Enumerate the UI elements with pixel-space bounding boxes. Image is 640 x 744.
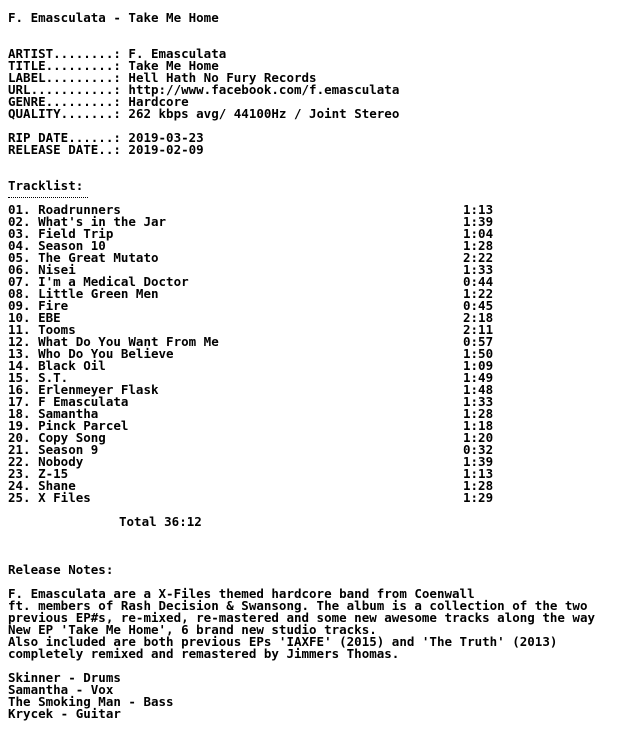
notes-line: Also included are both previous EPs 'IAXFE' (2015) and 'The Truth' (2013) [8, 634, 558, 649]
track-row [8, 288, 638, 300]
info-row-quality [8, 108, 638, 120]
track-duration: 2:18 [463, 310, 494, 325]
track-row [8, 396, 638, 408]
track-row [8, 252, 638, 264]
track-duration: 2:22 [463, 250, 494, 265]
track-title: 21. Season 9 [8, 442, 99, 457]
track-duration: 1:28 [463, 478, 494, 493]
track-title: 12. What Do You Want From Me [8, 334, 219, 349]
track-duration: 1:29 [463, 490, 494, 505]
info-value: 262 kbps avg/ 44100Hz / Joint Stereo [128, 106, 400, 121]
track-row [8, 456, 638, 468]
track-title: 06. Nisei [8, 262, 76, 277]
track-duration: 0:57 [463, 334, 494, 349]
track-duration: 0:45 [463, 298, 494, 313]
lineup-member: Krycek - Guitar [8, 706, 121, 721]
date-label: RELEASE DATE..: [8, 142, 129, 157]
track-title: 18. Samantha [8, 406, 99, 421]
lineup-member: Samantha - Vox [8, 682, 114, 697]
track-duration: 2:11 [463, 322, 494, 337]
track-duration: 1:33 [463, 262, 494, 277]
track-title: 15. S.T. [8, 370, 69, 385]
info-label: LABEL.........: [8, 70, 129, 85]
track-duration: 1:13 [463, 202, 494, 217]
tracklist-heading: Tracklist: [8, 178, 84, 193]
track-duration: 1:04 [463, 226, 494, 241]
track-duration: 1:33 [463, 394, 494, 409]
notes-line: previous EP#s, re-mixed, re-mastered and some new awesome tracks along the way [8, 610, 595, 625]
track-title: 08. Little Green Men [8, 286, 159, 301]
info-value: Hell Hath No Fury Records [128, 70, 317, 85]
track-duration: 1:48 [463, 382, 494, 397]
track-duration: 1:28 [463, 406, 494, 421]
track-title: 01. Roadrunners [8, 202, 121, 217]
track-duration: 1:18 [463, 418, 494, 433]
info-label: GENRE.........: [8, 94, 129, 109]
track-row [8, 432, 638, 444]
info-label: QUALITY.......: [8, 106, 129, 121]
date-value: 2019-03-23 [128, 130, 204, 145]
track-title: 23. Z-15 [8, 466, 69, 481]
date-row-release [8, 144, 638, 156]
info-label: URL...........: [8, 82, 129, 97]
track-title: 17. F Emasculata [8, 394, 129, 409]
info-label: ARTIST........: [8, 46, 129, 61]
track-duration: 1:39 [463, 214, 494, 229]
info-value: Hardcore [128, 94, 189, 109]
track-title: 03. Field Trip [8, 226, 114, 241]
track-title: 14. Black Oil [8, 358, 106, 373]
track-title: 05. The Great Mutato [8, 250, 159, 265]
track-title: 24. Shane [8, 478, 76, 493]
track-row [8, 300, 638, 312]
date-value: 2019-02-09 [128, 142, 204, 157]
track-row [8, 492, 638, 504]
track-row [8, 468, 638, 480]
release-notes-heading: Release Notes: [8, 562, 114, 577]
track-duration: 1:20 [463, 430, 494, 445]
release-title: F. Emasculata - Take Me Home [8, 10, 219, 25]
track-title: 09. Fire [8, 298, 69, 313]
release-notes-paragraph [8, 588, 638, 660]
track-title: 16. Erlenmeyer Flask [8, 382, 159, 397]
tracklist [8, 204, 638, 504]
info-value: Take Me Home [128, 58, 219, 73]
track-duration: 1:13 [463, 466, 494, 481]
track-duration: 1:50 [463, 346, 494, 361]
track-title: 07. I'm a Medical Doctor [8, 274, 189, 289]
track-title: 10. EBE [8, 310, 61, 325]
track-title: 13. Who Do You Believe [8, 346, 174, 361]
track-duration: 1:49 [463, 370, 494, 385]
track-row [8, 480, 638, 492]
track-row [8, 444, 638, 456]
info-value: F. Emasculata [128, 46, 227, 61]
tracklist-total: Total 36:12 [119, 514, 202, 529]
track-duration: 0:44 [463, 274, 494, 289]
track-title: 20. Copy Song [8, 430, 106, 445]
track-duration: 1:22 [463, 286, 494, 301]
track-title: 04. Season 10 [8, 238, 106, 253]
info-label: TITLE.........: [8, 58, 129, 73]
track-duration: 1:09 [463, 358, 494, 373]
notes-line: completely remixed and remastered by Jimmers Thomas. [8, 646, 400, 661]
release-dates-block [8, 132, 638, 156]
lineup-member: Skinner - Drums [8, 670, 121, 685]
track-title: 22. Nobody [8, 454, 84, 469]
release-info-block [8, 48, 638, 120]
track-row [8, 312, 638, 324]
track-title: 02. What's in the Jar [8, 214, 167, 229]
track-title: 25. X Files [8, 490, 91, 505]
notes-line: New EP 'Take Me Home', 6 brand new studio tracks. [8, 622, 377, 637]
date-label: RIP DATE......: [8, 130, 129, 145]
track-duration: 0:32 [463, 442, 494, 457]
info-value: http://www.facebook.com/f.emasculata [128, 82, 400, 97]
track-title: 19. Pinck Parcel [8, 418, 129, 433]
band-lineup [8, 672, 638, 720]
lineup-member: The Smoking Man - Bass [8, 694, 174, 709]
notes-line: F. Emasculata are a X-Files themed hardcore band from Coenwall [8, 586, 475, 601]
track-row [8, 360, 638, 372]
track-title: 11. Tooms [8, 322, 76, 337]
nfo-document [8, 12, 638, 720]
track-duration: 1:28 [463, 238, 494, 253]
notes-line: ft. members of Rash Decision & Swansong. The album is a collection of the two [8, 598, 588, 613]
track-duration: 1:39 [463, 454, 494, 469]
